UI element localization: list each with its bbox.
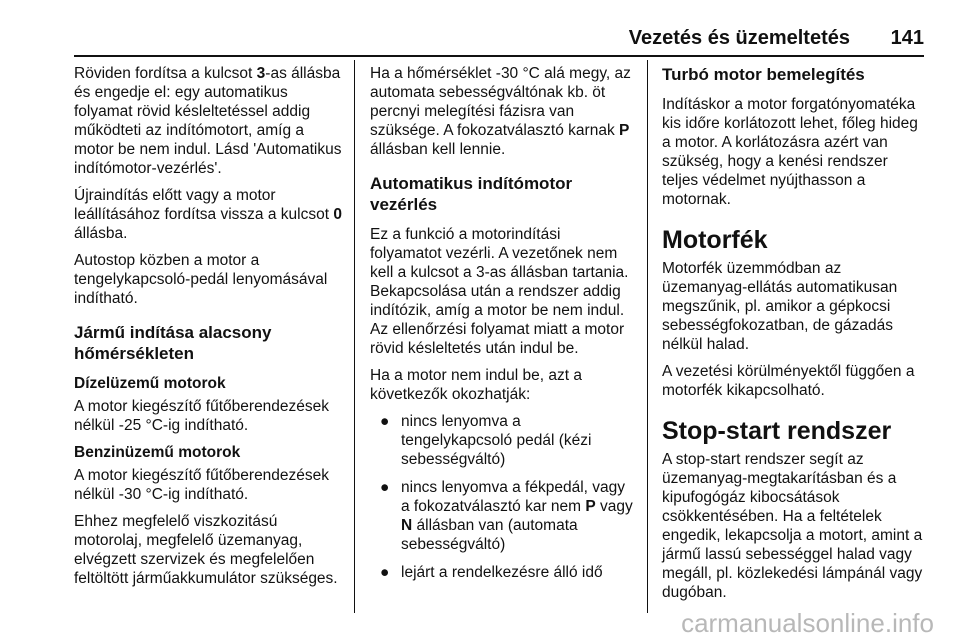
paragraph: Ez a funkció a motorindítási folyamatot vezérli. A vezetőnek nem kell a kulcsot a 3-as állásban tartania. Bekapcsolása után a rendszer addig indítózik, amíg a motor be nem indul. Az ellenőrzési folyamat miatt a motor rövid késleltetés után indul be. [370, 226, 629, 357]
paragraph: Motorfék üzemmódban az üzemanyag-ellátás automatikusan megszűnik, pl. amikor a gépkocsi sebességfokozatban, de gázadás nélkül halad. [662, 260, 898, 353]
list-item [370, 563, 634, 582]
paragraph [74, 64, 342, 178]
bullet-icon: ● [380, 564, 390, 581]
bullet-list [370, 412, 634, 582]
section-heading: Automatikus indítómotor vezérlés [370, 174, 573, 214]
text: lejárt a rendelkezésre álló idő [401, 564, 603, 581]
paragraph: A motor kiegészítő fűtőberendezések nélkül -25 °C-ig indítható. [74, 398, 330, 434]
text: Ha a hőmérséklet -30 °C alá megy, az automata sebességváltónak kb. öt percnyi melegítési fázisra van szüksége. A fokozatválasztó karnak [370, 65, 631, 139]
text: nincs lenyomva a tengelykapcsoló pedál (kézi sebességváltó) [401, 413, 592, 468]
list-item [370, 478, 634, 554]
paragraph: A motor kiegészítő fűtőberendezések nélkül -30 °C-ig indítható. [74, 467, 330, 503]
paragraph: A vezetési körülményektől függően a motorfék kikapcsolható. [662, 363, 915, 399]
text: állásba. [74, 225, 128, 242]
text: Újraindítás előtt vagy a motor leállításához fordítsa vissza a kulcsot [74, 187, 334, 223]
text: Röviden fordítsa a kulcsot [74, 65, 257, 82]
watermark: carmanualsonline.info [681, 608, 934, 638]
text: vagy [595, 498, 633, 515]
paragraph: Autostop közben a motor a tengelykapcsoló-pedál lenyomásával indítható. [74, 252, 328, 307]
text: -as állásba és engedje el: egy automatikus folyamat rövid késleltetéssel addig működteti az indítómotort, amíg a motor be nem indul. Lásd 'Automatikus indítómotor-vezérlés'. [74, 65, 342, 177]
column-divider-1 [354, 60, 355, 613]
paragraph: Ha a motor nem indul be, azt a következők okozhatják: [370, 367, 582, 403]
subheading: Benzinüzemű motorok [74, 444, 241, 461]
chapter-heading: Motorfék [662, 226, 768, 254]
key-position: 3 [256, 65, 266, 82]
column-divider-2 [647, 60, 648, 613]
column-3 [662, 64, 928, 610]
gear-position: P [585, 498, 596, 515]
section-heading: Jármű indítása alacsony hőmérsékleten [74, 323, 272, 363]
text: állásban van (automata sebességváltó) [401, 517, 578, 553]
text: állásban kell lennie. [370, 141, 506, 158]
paragraph: Ehhez megfelelő viszkozitású motorolaj, megfelelő üzemanyag, elvégzett szervizek és megfelelően feltöltött járműakkumulátor szükséges. [74, 513, 338, 587]
gear-position: P [619, 122, 630, 139]
list-item [370, 412, 634, 469]
subheading: Dízelüzemű motorok [74, 375, 226, 392]
bullet-icon: ● [380, 413, 390, 430]
column-2 [370, 64, 634, 591]
page-number: 141 [890, 27, 924, 49]
paragraph: A stop-start rendszer segít az üzemanyag-megtakarításban és a kipufogógáz kibocsátások csökkentésében. Ha a feltételek engedik, lekapcsolja a motort, amint a jármű lassú sebességgel halad vagy megáll, pl. közlekedési lámpánál vagy dugóban. [662, 451, 923, 601]
header-rule [74, 55, 924, 57]
paragraph: Indításkor a motor forgatónyomatéka kis időre korlátozott lehet, főleg hideg a motor. A korlátozásra azért van szükség, hogy a kenési rendszer teljes védelmet nyújthasson a motornak. [662, 96, 918, 208]
gear-position: N [401, 517, 413, 534]
paragraph [370, 64, 634, 159]
key-position: 0 [333, 206, 342, 223]
chapter-heading: Stop-start rendszer [662, 417, 892, 445]
section-title: Vezetés és üzemeltetés [628, 27, 850, 49]
column-1 [74, 64, 342, 596]
page-header [0, 22, 960, 54]
section-heading: Turbó motor bemelegítés [662, 65, 865, 84]
paragraph [74, 186, 342, 243]
bullet-icon: ● [380, 479, 390, 496]
text: nincs lenyomva a fékpedál, vagy a fokozatválasztó kar nem [401, 479, 626, 515]
